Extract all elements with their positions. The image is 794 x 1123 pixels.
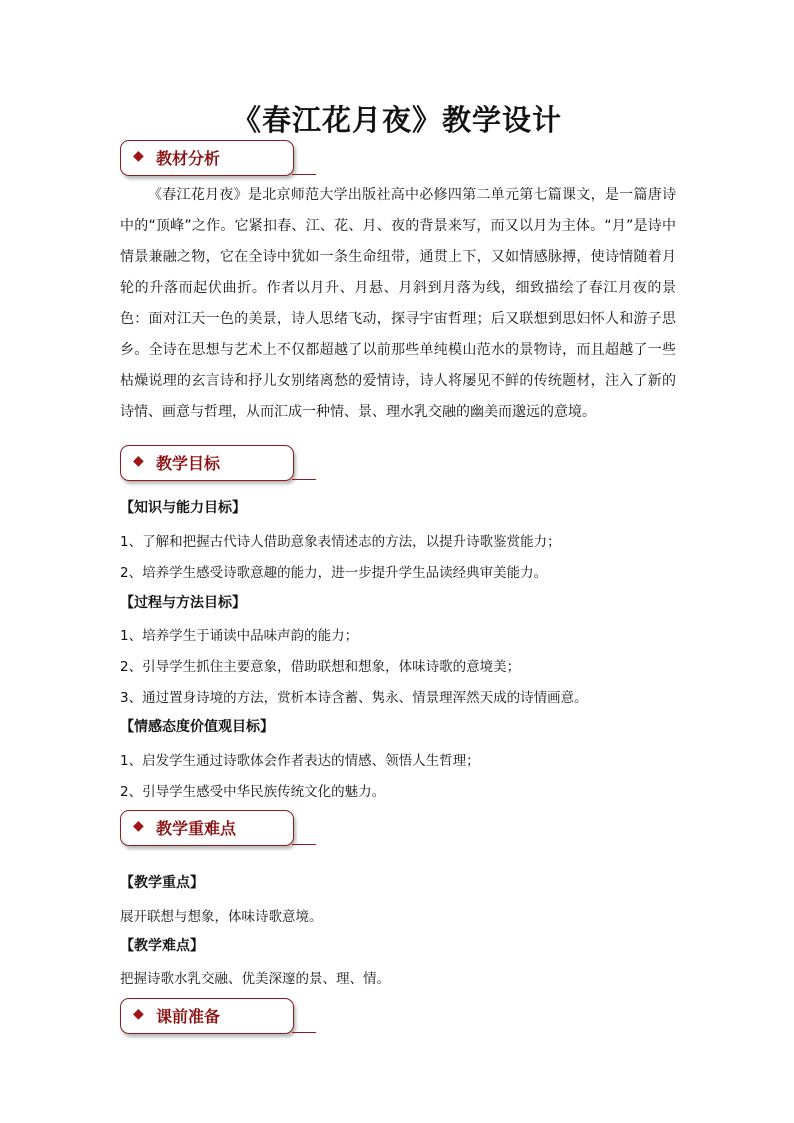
section-header-underline bbox=[292, 1032, 316, 1033]
teaching-focus-text: 展开联想与想象，体味诗歌意境。 bbox=[120, 909, 323, 925]
diamond-bullet-icon: ◆ bbox=[133, 453, 144, 469]
section-label: 教材分析 bbox=[156, 149, 221, 168]
knowledge-goal-item: 1、了解和把握古代诗人借助意象表情述志的方法，以提升诗歌鉴赏能力； bbox=[120, 534, 561, 550]
diamond-bullet-icon: ◆ bbox=[133, 818, 144, 834]
section-header-preparation bbox=[120, 998, 295, 1034]
process-goal-item: 2、引导学生抓住主要意象，借助联想和想象，体味诗歌的意境美； bbox=[120, 659, 521, 675]
emotion-goal-item: 2、引导学生感受中华民族传统文化的魅力。 bbox=[120, 784, 386, 800]
section-label: 教学目标 bbox=[156, 454, 221, 473]
diamond-bullet-icon: ◆ bbox=[133, 148, 144, 164]
section-header-keypoints bbox=[120, 810, 295, 846]
teaching-focus-heading: 【教学重点】 bbox=[120, 875, 204, 891]
emotion-goals-heading: 【情感态度价值观目标】 bbox=[120, 719, 274, 735]
diamond-bullet-icon: ◆ bbox=[133, 1006, 144, 1022]
section-header-underline bbox=[292, 174, 316, 175]
section-header-analysis bbox=[120, 140, 295, 176]
section-label: 课前准备 bbox=[156, 1007, 221, 1026]
document-title: 《春江花月夜》教学设计 bbox=[231, 103, 562, 137]
section-header-goals bbox=[120, 445, 295, 481]
analysis-paragraph: 《春江花月夜》是北京师范大学出版社高中必修四第二单元第七篇课文，是一篇唐诗中的“顶峰”之作。它紧扣春、江、花、月、夜的背景来写，而又以月为主体。“月”是诗中情景兼融之物，它在全诗中犹如一条生命纽带，通贯上下，又如情感脉搏，使诗情随着月轮的升落而起伏曲折。作者以月升、月悬、月斜到月落为线，细致描绘了春江月夜的景色：面对江天一色的美景，诗人思绪飞动，探寻宇宙哲理；后又联想到思妇怀人和游子思乡。全诗在思想与艺术上不仅都超越了以前那些单纯模山范水的景物诗，而且超越了一些枯燥说理的玄言诗和抒儿女别绪离愁的爱情诗，诗人将屡见不鲜的传统题材，注入了新的诗情、画意与哲理，从而汇成一种情、景、理水乳交融的幽美而邈远的意境。 bbox=[120, 187, 676, 420]
process-goals-heading: 【过程与方法目标】 bbox=[120, 595, 246, 611]
teaching-difficulty-heading: 【教学难点】 bbox=[120, 938, 204, 954]
process-goal-item: 3、通过置身诗境的方法，赏析本诗含蓄、隽永、情景理浑然天成的诗情画意。 bbox=[120, 690, 588, 706]
process-goal-item: 1、培养学生于诵读中品味声韵的能力； bbox=[120, 628, 359, 644]
section-header-underline bbox=[292, 479, 316, 480]
section-label: 教学重难点 bbox=[156, 819, 237, 838]
emotion-goal-item: 1、启发学生通过诗歌体会作者表达的情感、领悟人生哲理； bbox=[120, 753, 480, 769]
knowledge-goal-item: 2、培养学生感受诗歌意趣的能力，进一步提升学生品读经典审美能力。 bbox=[120, 565, 548, 581]
knowledge-goals-heading: 【知识与能力目标】 bbox=[120, 500, 246, 516]
teaching-difficulty-text: 把握诗歌水乳交融、优美深邃的景、理、情。 bbox=[120, 971, 390, 987]
section-header-underline bbox=[292, 844, 316, 845]
